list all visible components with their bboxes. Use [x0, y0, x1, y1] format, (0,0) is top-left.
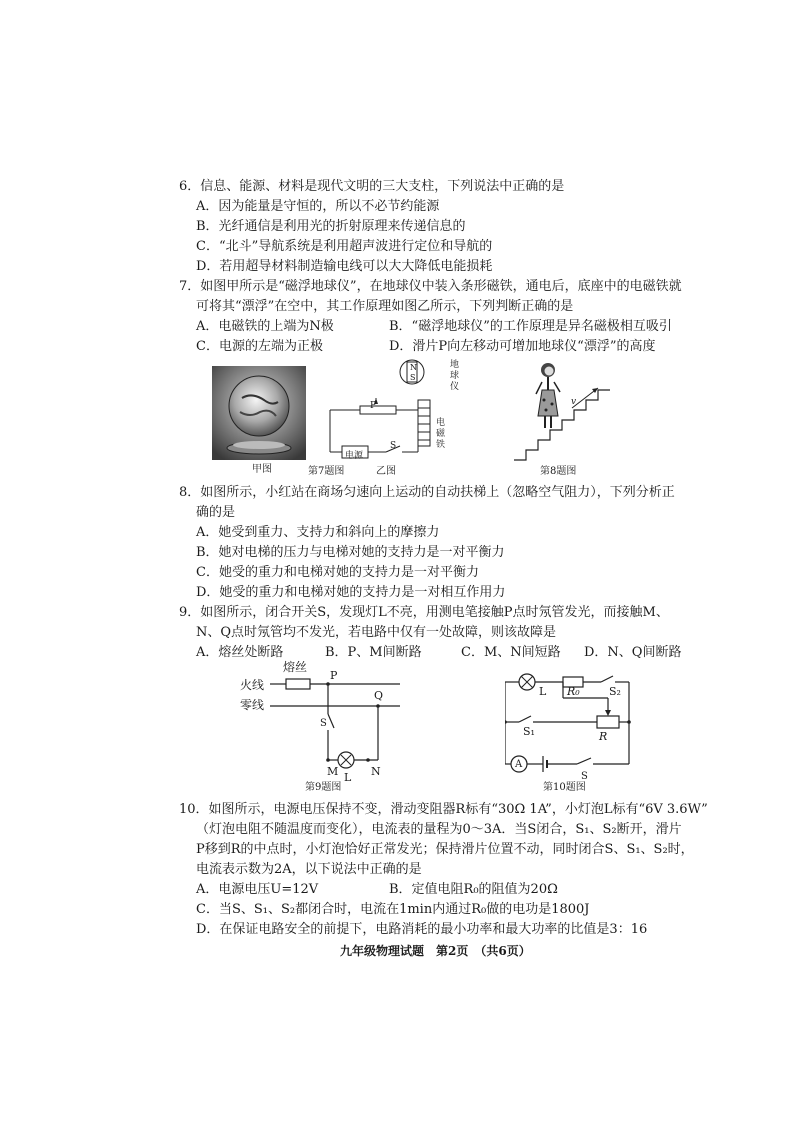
q9-circuit-diagram	[270, 664, 410, 776]
q10-s1-label: S₁	[523, 725, 535, 738]
q7-electromagnet-label: 电磁铁	[436, 418, 446, 450]
q9-option-d: D．N、Q间断路	[584, 645, 682, 660]
q7-option-c: C．电源的左端为正极	[196, 339, 323, 354]
q9-option-a: A．熔丝处断路	[196, 645, 284, 660]
q7-slider-p-label: P	[370, 401, 377, 411]
q9-point-q-label: Q	[374, 689, 384, 702]
q8-fig-caption: 第8题图	[540, 466, 577, 477]
q10-option-b: B．定值电阻R₀的阻值为20Ω	[389, 882, 558, 897]
q10-rheostat-r-label: R	[599, 730, 608, 743]
q9-lamp-l-label: L	[344, 771, 352, 784]
q8-velocity-label: v	[571, 397, 577, 407]
q9-fuse-label: 熔丝	[283, 660, 308, 674]
q9-live-wire-label: 火线	[240, 678, 265, 692]
q9-point-n-label: N	[371, 765, 381, 778]
q9-fig-caption: 第9题图	[305, 782, 342, 793]
q9-neutral-wire-label: 零线	[240, 698, 265, 712]
q8-stem-line2: 确的是	[196, 505, 236, 520]
q7-stem-line1: 7．如图甲所示是“磁浮地球仪”，在地球仪中装入条形磁铁，通电后，底座中的电磁铁就	[179, 279, 682, 294]
page-footer: 九年级物理试题 第2页 （共6页）	[340, 944, 531, 958]
q10-switch-s-label: S	[581, 771, 588, 782]
q10-stem-line1: 10．如图所示，电源电压保持不变，滑动变阻器R标有“30Ω 1A”，小灯泡L标有“6V 3.6W”	[179, 802, 708, 817]
q10-ammeter-a-label: A	[515, 759, 523, 770]
q10-stem-line3: P移到R的中点时，小灯泡恰好正常发光；保持滑片位置不动，同时闭合S、S₁、S₂时，	[196, 842, 694, 857]
q7-globe-label: 地球仪	[450, 360, 460, 392]
q6-stem: 6．信息、能源、材料是现代文明的三大支柱，下列说法中正确的是	[179, 179, 565, 194]
q10-option-d: D．在保证电路安全的前提下，电路消耗的最小功率和最大功率的比值是3：16	[196, 922, 648, 937]
q7-magnet-s-label: S	[410, 373, 416, 382]
q10-fig-caption: 第10题图	[543, 782, 586, 793]
q8-option-c: C．她受的重力和电梯对她的支持力是一对平衡力	[196, 565, 479, 580]
q7-fig-jia-label: 甲图	[252, 464, 272, 475]
q10-option-a: A．电源电压U=12V	[196, 882, 319, 897]
q8-option-a: A．她受到重力、支持力和斜向上的摩擦力	[196, 525, 440, 540]
q8-escalator-figure	[512, 360, 612, 464]
q7-stem-line2: 可将其“漂浮”在空中，其工作原理如图乙所示，下列判断正确的是	[196, 299, 574, 314]
q9-switch-s-label: S	[320, 718, 327, 729]
q7-power-label: 电源	[345, 451, 364, 461]
q7-fig-yi-label: 乙图	[376, 466, 396, 477]
q6-option-c: C．“北斗”导航系统是利用超声波进行定位和导航的	[196, 239, 493, 254]
q9-point-p-label: P	[330, 669, 338, 682]
q7-switch-s-label: S	[390, 441, 397, 451]
q8-stem-line1: 8．如图所示，小红站在商场匀速向上运动的自动扶梯上（忽略空气阻力），下列分析正	[179, 485, 675, 500]
q10-stem-line4: 电流表示数为2A，以下说法中正确的是	[196, 862, 422, 877]
q7-option-d: D．滑片P向左移动可增加地球仪“漂浮”的高度	[389, 339, 656, 354]
q7-globe-photo	[212, 366, 306, 460]
q9-option-b: B．P、M间断路	[325, 645, 422, 660]
q6-option-d: D．若用超导材料制造输电线可以大大降低电能损耗	[196, 259, 493, 274]
q9-stem-line1: 9．如图所示，闭合开关S，发现灯L不亮，用测电笔接触P点时氖管发光，而接触M、	[179, 605, 669, 620]
q6-option-b: B．光纤通信是利用光的折射原理来传递信息的	[196, 219, 466, 234]
q9-point-m-label: M	[327, 765, 339, 778]
q10-r0-label: R₀	[567, 685, 580, 698]
q10-s2-label: S₂	[609, 685, 621, 698]
q10-lamp-l-label: L	[539, 685, 547, 698]
q6-option-a: A．因为能量是守恒的，所以不必节约能源	[196, 199, 440, 214]
q10-stem-line2: （灯泡电阻不随温度而变化），电流表的量程为0～3A．当S闭合，S₁、S₂断开，滑片	[196, 822, 682, 837]
q8-option-d: D．她受的重力和电梯对她的支持力是一对相互作用力	[196, 585, 506, 600]
q9-option-c: C．M、N间短路	[461, 645, 561, 660]
q7-option-b: B．“磁浮地球仪”的工作原理是异名磁极相互吸引	[389, 319, 672, 334]
q10-option-c: C．当S、S₁、S₂都闭合时，电流在1min内通过R₀做的电功是1800J	[196, 902, 590, 917]
q8-option-b: B．她对电梯的压力与电梯对她的支持力是一对平衡力	[196, 545, 505, 560]
q9-stem-line2: N、Q点时氖管均不发光，若电路中仅有一处故障，则该故障是	[196, 625, 557, 640]
q7-magnet-n-label: N	[410, 363, 417, 372]
q7-fig-caption: 第7题图	[308, 466, 345, 477]
q7-option-a: A．电磁铁的上端为N极	[196, 319, 334, 334]
